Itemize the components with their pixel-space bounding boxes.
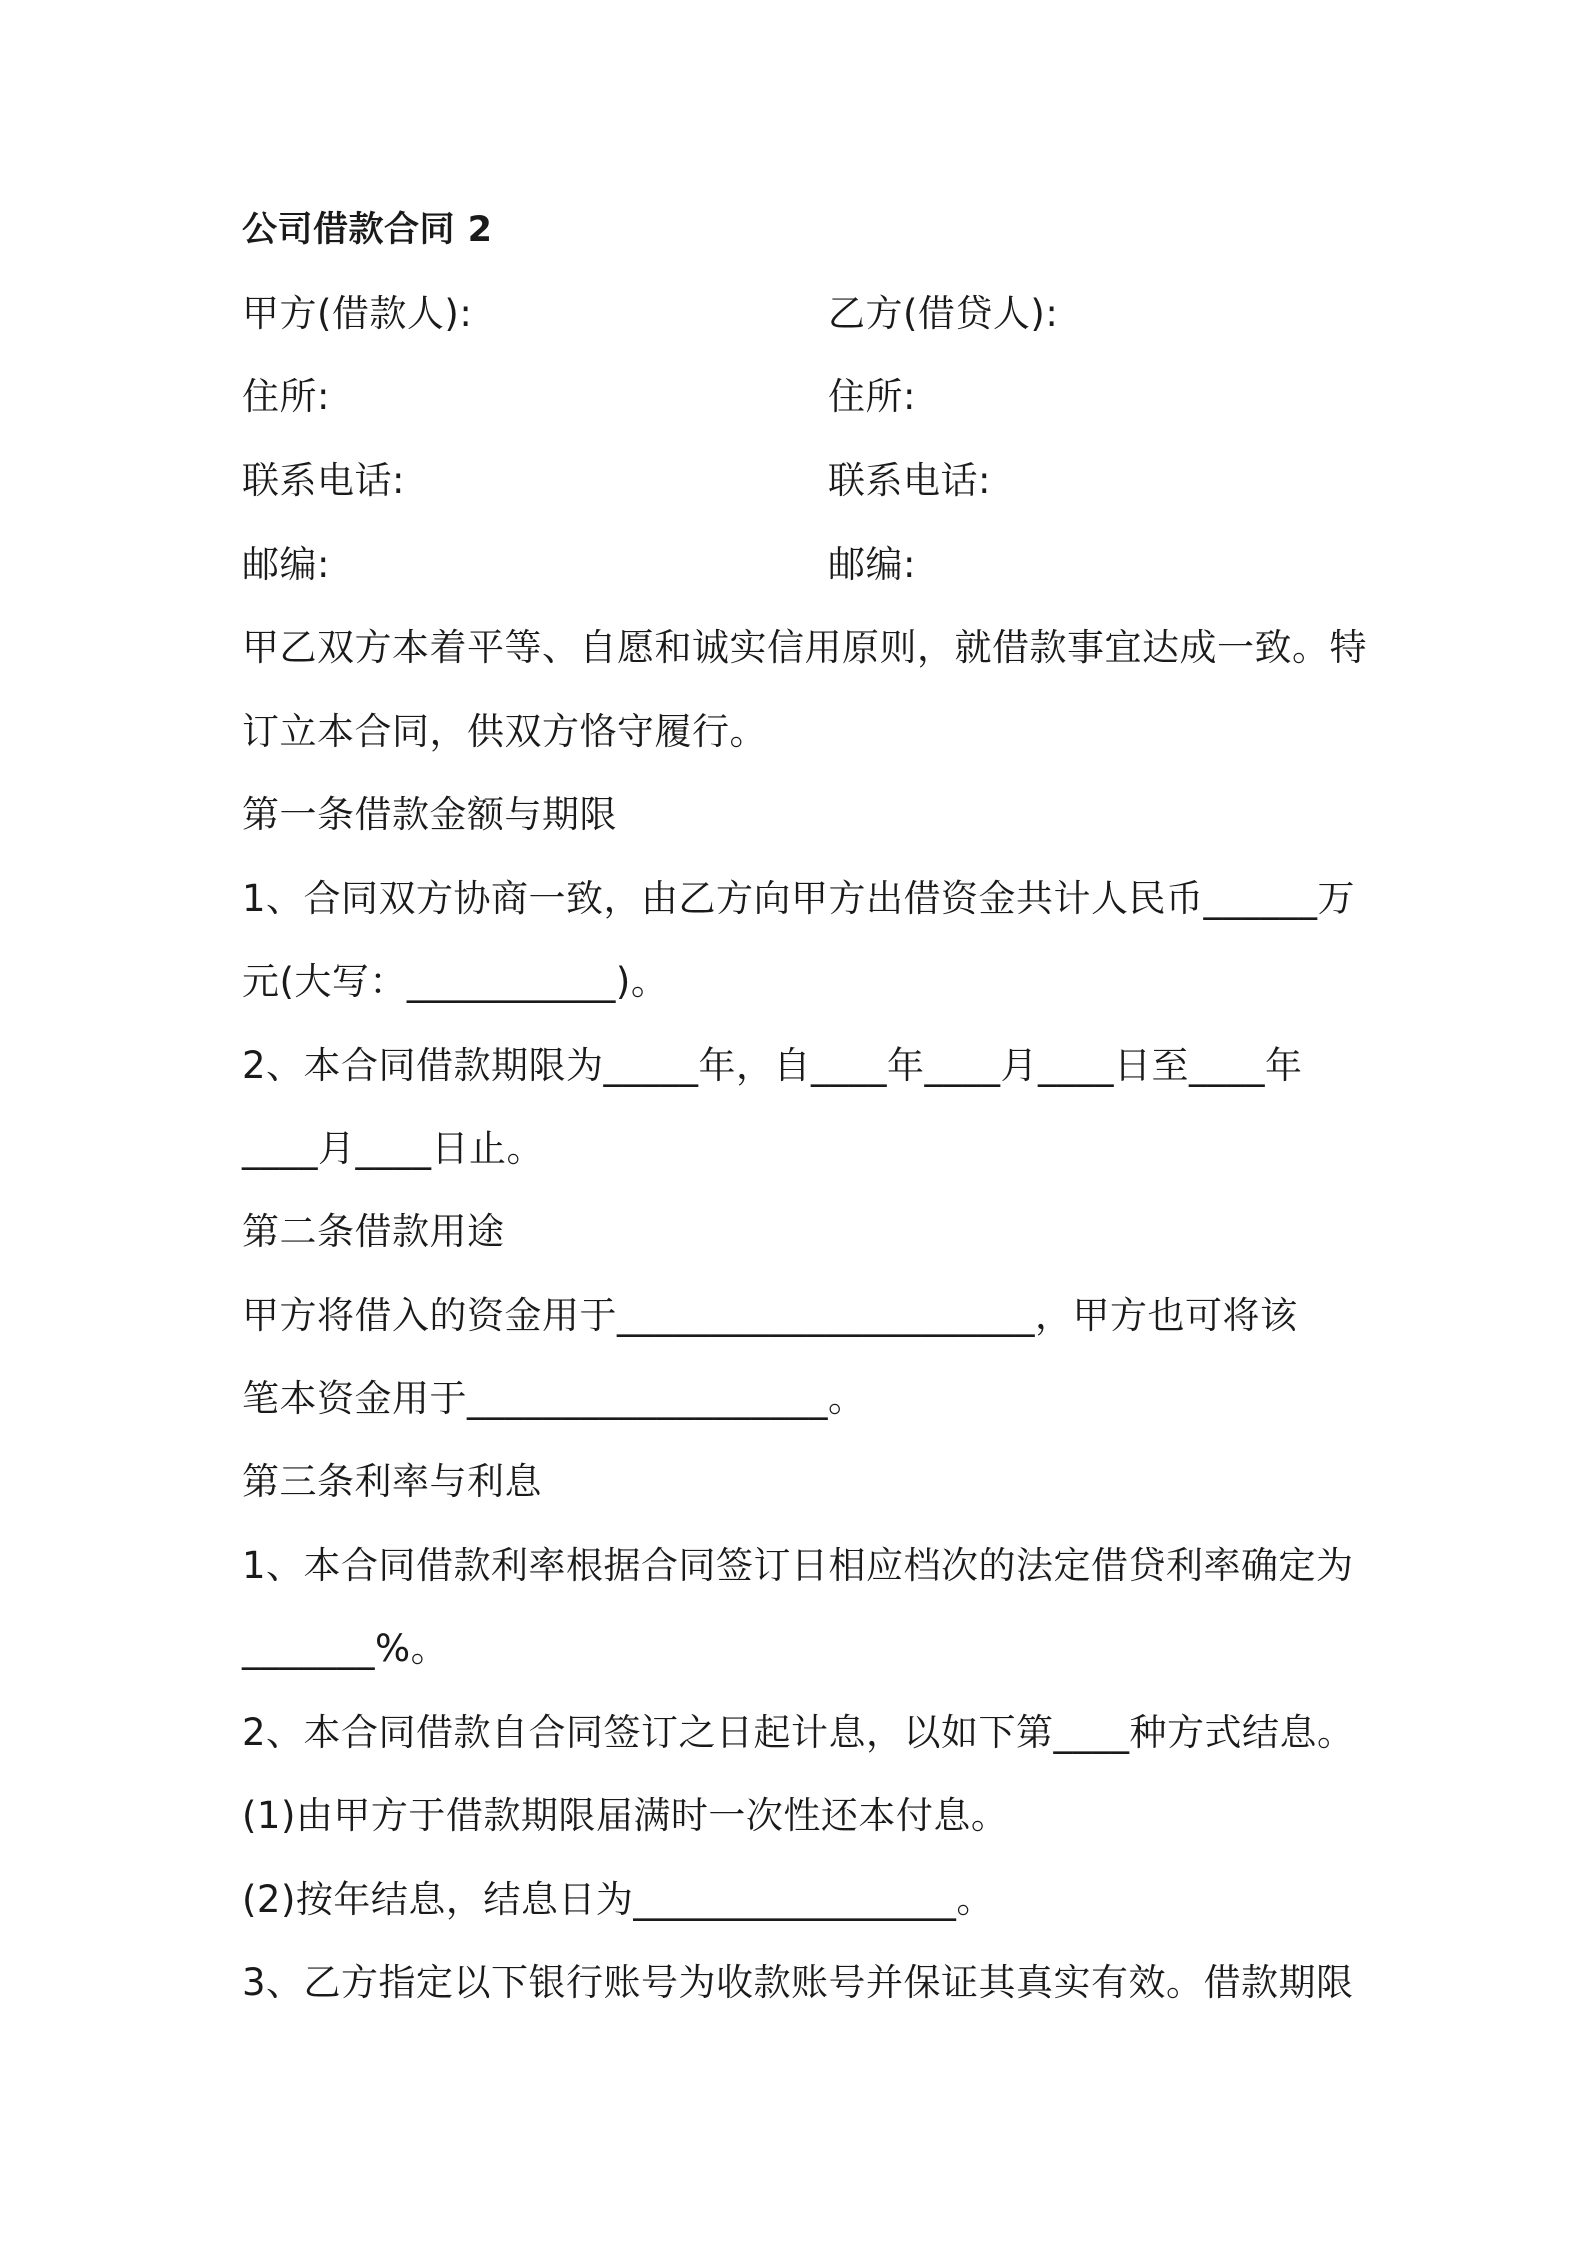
party-b-address: 住所:	[828, 375, 916, 418]
section-heading: 第一条借款金额与期限	[242, 793, 617, 836]
body-line: 订立本合同，供双方恪守履行。	[242, 710, 767, 753]
body-line: ____月____日止。	[242, 1127, 544, 1170]
body-line: 甲方将借入的资金用于______________________，甲方也可将该	[242, 1294, 1298, 1337]
party-b-label: 乙方(借贷人):	[828, 292, 1059, 335]
body-line: 1、合同双方协商一致，由乙方向甲方出借资金共计人民币______万	[242, 877, 1356, 920]
party-a-address: 住所:	[242, 375, 330, 418]
party-b-postcode: 邮编:	[828, 543, 916, 586]
body-line: 1、本合同借款利率根据合同签订日相应档次的法定借贷利率确定为	[242, 1544, 1354, 1587]
body-line: 2、本合同借款期限为_____年，自____年____月____日至____年	[242, 1044, 1303, 1087]
section-heading: 第二条借款用途	[242, 1210, 505, 1253]
section-heading: 第三条利率与利息	[242, 1460, 542, 1503]
document-title: 公司借款合同 2	[242, 210, 493, 250]
party-b-phone: 联系电话:	[828, 459, 991, 502]
body-line: 3、乙方指定以下银行账号为收款账号并保证其真实有效。借款期限	[242, 1961, 1354, 2004]
body-line: 甲乙双方本着平等、自愿和诚实信用原则，就借款事宜达成一致。特	[242, 626, 1367, 669]
body-line: (2)按年结息，结息日为_________________。	[242, 1878, 994, 1921]
party-a-phone: 联系电话:	[242, 459, 405, 502]
body-line: (1)由甲方于借款期限届满时一次性还本付息。	[242, 1794, 1009, 1837]
body-line: 2、本合同借款自合同签订之日起计息，以如下第____种方式结息。	[242, 1711, 1355, 1754]
body-line: 笔本资金用于___________________。	[242, 1377, 866, 1420]
body-line: _______%。	[242, 1627, 449, 1670]
party-a-label: 甲方(借款人):	[242, 292, 473, 335]
party-a-postcode: 邮编:	[242, 543, 330, 586]
body-line: 元(大写：___________)。	[242, 960, 669, 1003]
